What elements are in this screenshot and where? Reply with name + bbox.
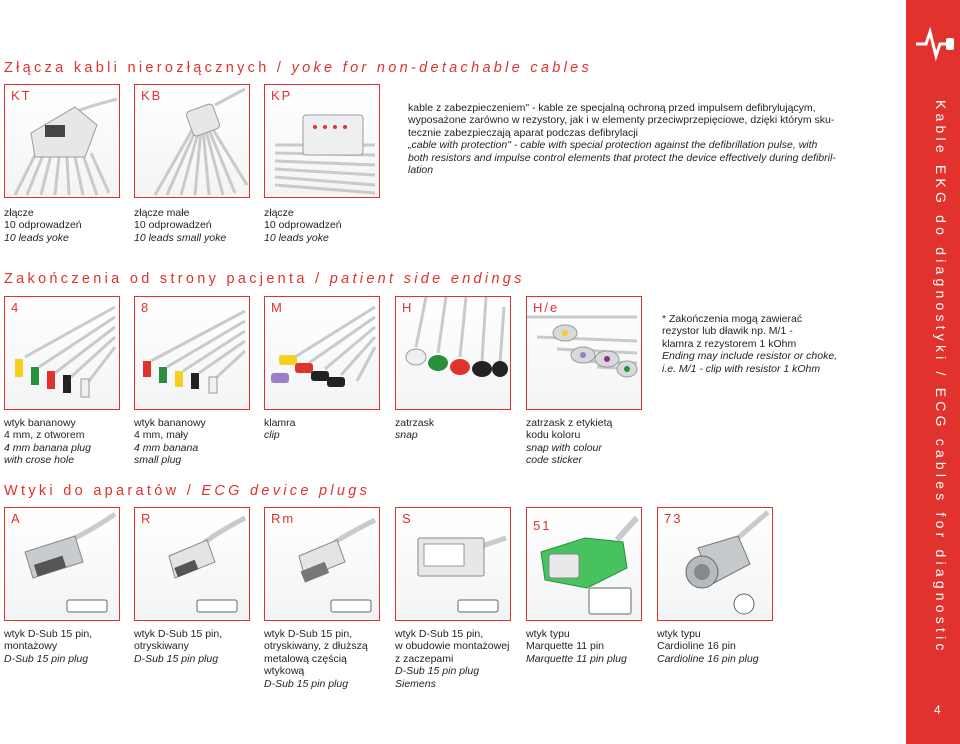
product-code: A (11, 511, 22, 526)
page-number: 4 (934, 703, 941, 717)
caption-h: zatrzask snap (395, 417, 435, 442)
plug-panel-73 (657, 507, 773, 621)
caption-rm: wtyk D-Sub 15 pin, otryskiwany, z dłuższą metalową częścią wtykową D-Sub 15 pin plug (264, 628, 368, 690)
dsub-plug-a-image (5, 508, 119, 620)
connector-panel-kp (264, 84, 380, 198)
section-title-connectors: Złącza kabli nierozłącznych / yoke for non-detachable cables (4, 60, 593, 76)
ending-panel-m (264, 296, 380, 410)
protection-note: kable z zabezpieczeniem" - kable ze specjalną ochroną przed impulsem defibrylującym, wyposażone zarówno w rezystory, jak i w elementy przeciwprzepięciowe, dzięki którym sku- tecznie zabezpieczają aparat podczas defibrylacji „cable with protection" - cable with special protection against the defibrillation pulse, with both resistors and impulse control elements that protect the device effectively during defibril- lation (408, 102, 836, 177)
product-code: KT (11, 88, 32, 103)
product-code: 73 (664, 511, 683, 526)
product-code: KP (271, 88, 293, 103)
plug-panel-51 (526, 507, 642, 621)
plug-panel-a (4, 507, 120, 621)
caption-r: wtyk D-Sub 15 pin, otryskiwany D-Sub 15 pin plug (134, 628, 223, 665)
caption-s: wtyk D-Sub 15 pin, w obudowie montażowej z zaczepami D-Sub 15 pin plug Siemens (395, 628, 510, 690)
ecg-cable-icon (912, 24, 958, 64)
plug-panel-r (134, 507, 250, 621)
sidebar-title: Kable EKG do diagnostyki / ECG cables for diagnostic (933, 100, 949, 655)
product-code: 51 (533, 518, 552, 533)
product-code: 8 (141, 300, 151, 315)
product-code: S (402, 511, 413, 526)
product-code: 4 (11, 300, 21, 315)
caption-73: wtyk typu Cardioline 16 pin Cardioline 16 pin plug (657, 628, 759, 665)
banana-plug-image (5, 297, 119, 409)
dsub-plug-s-image (396, 508, 510, 620)
caption-kp: złącze 10 odprowadzeń 10 leads yoke (264, 207, 342, 244)
caption-kt: złącze 10 odprowadzeń 10 leads yoke (4, 207, 82, 244)
connector-panel-kb (134, 84, 250, 198)
product-code: H/e (533, 300, 560, 315)
caption-a: wtyk D-Sub 15 pin, montażowy D-Sub 15 pin plug (4, 628, 93, 665)
ending-panel-8 (134, 296, 250, 410)
plug-panel-s (395, 507, 511, 621)
caption-he: zatrzask z etykietą kodu koloru snap with colour code sticker (526, 417, 613, 467)
caption-51: wtyk typu Marquette 11 pin Marquette 11 pin plug (526, 628, 627, 665)
caption-8: wtyk bananowy 4 mm, mały 4 mm banana small plug (134, 417, 206, 467)
product-code: H (402, 300, 414, 315)
caption-kb: złącze małe 10 odprowadzeń 10 leads small yoke (134, 207, 227, 244)
product-code: M (271, 300, 284, 315)
product-code: KB (141, 88, 163, 103)
product-code: R (141, 511, 153, 526)
ending-panel-he (526, 296, 642, 410)
ending-panel-h (395, 296, 511, 410)
caption-4: wtyk bananowy 4 mm, z otworem 4 mm banana plug with crose hole (4, 417, 91, 467)
section-title-plugs: Wtyki do aparatów / ECG device plugs (4, 483, 371, 499)
section-title-endings: Zakończenia od strony pacjenta / patient side endings (4, 271, 525, 287)
ending-panel-4 (4, 296, 120, 410)
caption-m: klamra clip (264, 417, 296, 442)
connector-panel-kt (4, 84, 120, 198)
endings-note: * Zakończenia mogą zawierać rezystor lub dławik np. M/1 - klamra z rezystorem 1 kOhm Ending may include resistor or choke, i.e. M/1 - clip with resistor 1 kOhm (662, 313, 838, 375)
small-banana-plug-image (135, 297, 249, 409)
product-code: Rm (271, 511, 296, 526)
plug-panel-rm (264, 507, 380, 621)
